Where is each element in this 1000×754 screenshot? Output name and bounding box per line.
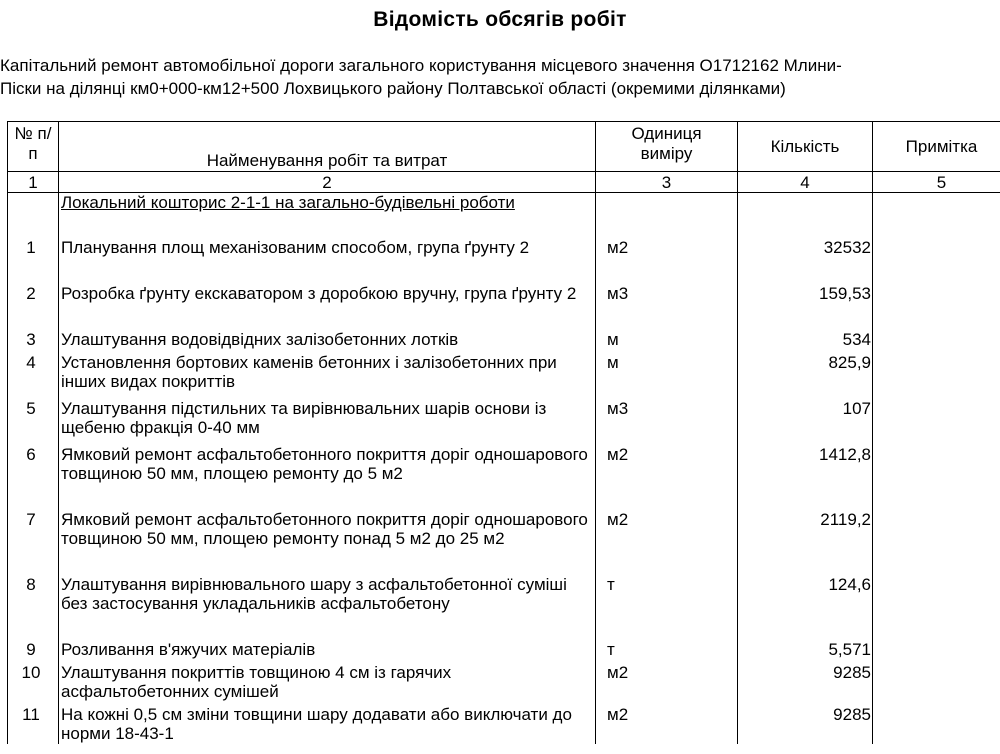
table-row [8,442,1000,507]
works-volume-table [7,121,1000,744]
unit: м2 [596,442,738,507]
subtitle-line-1: Капітальний ремонт автомобільної дороги загального користування місцевого значення О1712162 Млини- [0,56,842,75]
section-unit-cell [596,193,738,236]
work-name: Розливання в'яжучих матеріалів [59,637,596,660]
header-qty: Кількість [738,122,873,172]
unit: м2 [596,660,738,702]
column-number: 4 [738,172,873,193]
subtitle-line-2: Піски на ділянці км0+000-км12+500 Лохвицького району Полтавської області (окремими ділянками) [0,79,786,98]
row-number: 3 [8,327,59,350]
quantity: 124,6 [738,572,873,637]
work-name: Улаштування покриттів товщиною 4 см із гарячих асфальтобетонних сумішей [59,660,596,702]
section-note-cell [873,193,1000,236]
column-number: 3 [596,172,738,193]
unit: м3 [596,396,738,442]
unit: т [596,637,738,660]
unit: м3 [596,281,738,327]
note [873,350,1000,396]
note [873,235,1000,281]
column-number: 2 [59,172,596,193]
note [873,442,1000,507]
note [873,396,1000,442]
work-name: Планування площ механізованим способом, група ґрунту 2 [59,235,596,281]
row-number: 4 [8,350,59,396]
table-row [8,396,1000,442]
unit: м2 [596,507,738,572]
work-name: Улаштування підстильних та вирівнювальних шарів основи із щебеню фракція 0-40 мм [59,396,596,442]
quantity: 825,9 [738,350,873,396]
table-row [8,637,1000,660]
row-number: 7 [8,507,59,572]
quantity: 534 [738,327,873,350]
header-num: № п/п [8,122,59,172]
table-row [8,235,1000,281]
row-number: 10 [8,660,59,702]
table-row [8,702,1000,744]
work-name: Улаштування водовідвідних залізобетонних лотків [59,327,596,350]
note [873,327,1000,350]
table-row [8,281,1000,327]
header-unit: Одиниця виміру [596,122,738,172]
unit: т [596,572,738,637]
header-name: Найменування робіт та витрат [59,122,596,172]
row-number: 6 [8,442,59,507]
section-qty-cell [738,193,873,236]
unit: м2 [596,702,738,744]
quantity: 107 [738,396,873,442]
table-row [8,507,1000,572]
section-num-cell [8,193,59,236]
quantity: 9285 [738,660,873,702]
row-number: 11 [8,702,59,744]
note [873,507,1000,572]
document-subtitle [0,54,990,100]
note [873,637,1000,660]
unit: м [596,350,738,396]
work-name: Ямковий ремонт асфальтобетонного покриття доріг одношарового товщиною 50 мм, площею ремонту понад 5 м2 до 25 м2 [59,507,596,572]
note [873,281,1000,327]
quantity: 159,53 [738,281,873,327]
note [873,660,1000,702]
row-number: 2 [8,281,59,327]
document-title: Відомість обсягів робіт [373,8,627,31]
table-row [8,572,1000,637]
section-row [8,193,1000,236]
work-name: Розробка ґрунту екскаватором з доробкою вручну, група ґрунту 2 [59,281,596,327]
row-number: 8 [8,572,59,637]
row-number: 1 [8,235,59,281]
column-number-row [8,172,1000,193]
header-note: Примітка [873,122,1000,172]
works-volume-table-container [7,121,1000,744]
row-number: 9 [8,637,59,660]
quantity: 32532 [738,235,873,281]
column-number: 5 [873,172,1000,193]
work-name: На кожні 0,5 см зміни товщини шару додавати або виключати до норми 18-43-1 [59,702,596,744]
row-number: 5 [8,396,59,442]
note [873,702,1000,744]
work-name: Ямковий ремонт асфальтобетонного покриття доріг одношарового товщиною 50 мм, площею ремонту до 5 м2 [59,442,596,507]
header-row [8,122,1000,172]
section-title: Локальний кошторис 2-1-1 на загально-будівельні роботи [61,193,515,212]
quantity: 2119,2 [738,507,873,572]
work-name: Установлення бортових каменів бетонних і залізобетонних при інших видах покриттів [59,350,596,396]
column-number: 1 [8,172,59,193]
section-title-cell [59,193,596,236]
unit: м [596,327,738,350]
quantity: 1412,8 [738,442,873,507]
quantity: 5,571 [738,637,873,660]
unit: м2 [596,235,738,281]
quantity: 9285 [738,702,873,744]
table-row [8,660,1000,702]
note [873,572,1000,637]
table-row [8,327,1000,350]
table-row [8,350,1000,396]
work-name: Улаштування вирівнювального шару з асфальтобетонної суміші без застосування укладальників асфальтобетону [59,572,596,637]
